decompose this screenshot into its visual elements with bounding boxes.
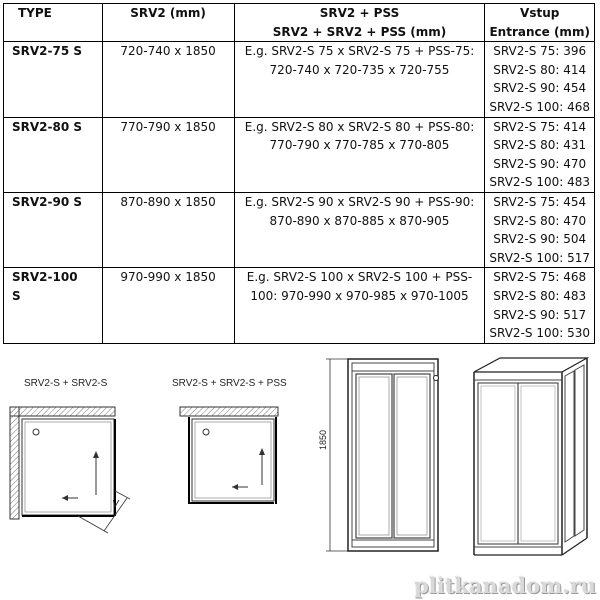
plan2-label: SRV2-S + SRV2-S + PSS <box>172 378 287 389</box>
entrance-value: SRV2-S 100: 483 <box>489 175 590 190</box>
example-line2: 870-890 x 870-885 x 870-905 <box>269 213 450 228</box>
wall-left <box>10 407 19 519</box>
srv2-size: 970-990 x 1850 <box>102 268 234 343</box>
header-entrance <box>485 4 595 42</box>
enclosure-top <box>474 358 587 372</box>
table-row <box>4 192 595 267</box>
srv2-size: 870-890 x 1850 <box>102 192 234 267</box>
header-type: TYPE <box>4 4 103 42</box>
entrance-value: SRV2-S 90: 454 <box>493 81 587 96</box>
entrance-value: SRV2-S 75: 468 <box>493 270 587 285</box>
entrance-value: SRV2-S 90: 470 <box>493 156 587 171</box>
entrance-value: SRV2-S 90: 504 <box>493 232 587 247</box>
entrance-dimension-line <box>78 516 108 533</box>
entrance-cell <box>485 117 595 192</box>
example-cell <box>234 192 485 267</box>
front-elevation-drawing <box>310 355 450 570</box>
entrance-value: SRV2-S 75: 396 <box>493 44 587 59</box>
type-cell <box>4 192 103 267</box>
srv2-size: 720-740 x 1850 <box>102 42 234 117</box>
table-row <box>4 268 595 343</box>
panel-glass <box>397 377 427 535</box>
entrance-value: SRV2-S 80: 470 <box>493 213 587 228</box>
table-row <box>4 42 595 117</box>
enclosure-frame <box>348 359 438 551</box>
entrance-value: SRV2-S 75: 414 <box>493 119 587 134</box>
header-srv2: SRV2 (mm) <box>102 4 234 42</box>
header-combination-line1: SRV2 + PSS <box>319 6 400 20</box>
sliding-panel-right <box>394 374 430 538</box>
example-cell <box>234 117 485 192</box>
side-base <box>562 538 587 555</box>
specification-table <box>3 3 595 344</box>
table-row <box>4 117 595 192</box>
side-panel-front <box>565 371 574 542</box>
type-name: SRV2-90 S <box>12 194 83 209</box>
example-line2: 100: 970-990 x 970-985 x 970-1005 <box>250 288 469 303</box>
type-cell <box>4 42 103 117</box>
entrance-cell <box>485 42 595 117</box>
type-cell <box>4 117 103 192</box>
entrance-value: SRV2-S 75: 454 <box>493 194 587 209</box>
example-line1: E.g. SRV2-S 100 x SRV2-S 100 + PSS- <box>246 270 473 285</box>
type-name: SRV2-100 <box>12 270 78 285</box>
plan1-label: SRV2-S + SRV2-S <box>24 378 108 389</box>
header-combination-line2: SRV2 + SRV2 + PSS (mm) <box>272 24 447 39</box>
header-entrance-line2: Entrance (mm) <box>489 24 590 39</box>
wall-top <box>10 407 115 416</box>
type-cell <box>4 268 103 343</box>
entrance-value: SRV2-S 80: 431 <box>493 138 587 153</box>
entrance-cell <box>485 268 595 343</box>
front-panel-left <box>478 383 518 544</box>
entrance-value: SRV2-S 100: 530 <box>489 326 590 341</box>
side-panel-rear <box>575 365 584 536</box>
header-entrance-line1: Vstup <box>520 6 560 20</box>
example-line1: E.g. SRV2-S 80 x SRV2-S 80 + PSS-80: <box>244 119 475 134</box>
panel-glass <box>359 377 389 535</box>
type-name: SRV2-75 S <box>12 44 83 59</box>
front-panel-right <box>518 383 558 544</box>
panel-glass <box>521 386 555 541</box>
table-header-row <box>4 4 595 42</box>
example-line2: 720-740 x 720-735 x 720-755 <box>269 62 450 77</box>
entrance-value: SRV2-S 80: 483 <box>493 288 587 303</box>
perspective-drawing <box>462 350 598 570</box>
type-name-continued: S <box>12 288 21 303</box>
height-label: 1850 <box>318 429 328 450</box>
example-line2: 770-790 x 770-785 x 770-805 <box>269 138 450 153</box>
entrance-value: SRV2-S 90: 517 <box>493 307 587 322</box>
header-combination <box>234 4 485 42</box>
entrance-value: SRV2-S 80: 414 <box>493 62 587 77</box>
entrance-value: SRV2-S 100: 468 <box>489 99 590 114</box>
watermark: plitkanadom.ru <box>414 573 596 598</box>
sliding-panel-left <box>356 374 392 538</box>
type-name: SRV2-80 S <box>12 119 83 134</box>
entrance-dimension-line <box>115 491 130 499</box>
srv2-size: 770-790 x 1850 <box>102 117 234 192</box>
plan2-diagram <box>170 395 290 515</box>
plan1-diagram <box>0 395 150 545</box>
wall-top <box>180 407 278 416</box>
panel-glass <box>481 386 515 541</box>
entrance-symbol: V <box>112 499 119 510</box>
example-cell <box>234 42 485 117</box>
example-cell <box>234 268 485 343</box>
example-line1: E.g. SRV2-S 75 x SRV2-S 75 + PSS-75: <box>244 44 475 59</box>
entrance-cell <box>485 192 595 267</box>
frame-inner <box>352 363 434 547</box>
example-line1: E.g. SRV2-S 90 x SRV2-S 90 + PSS-90: <box>244 194 475 209</box>
entrance-value: SRV2-S 100: 517 <box>489 250 590 265</box>
roller-icon <box>434 376 439 381</box>
